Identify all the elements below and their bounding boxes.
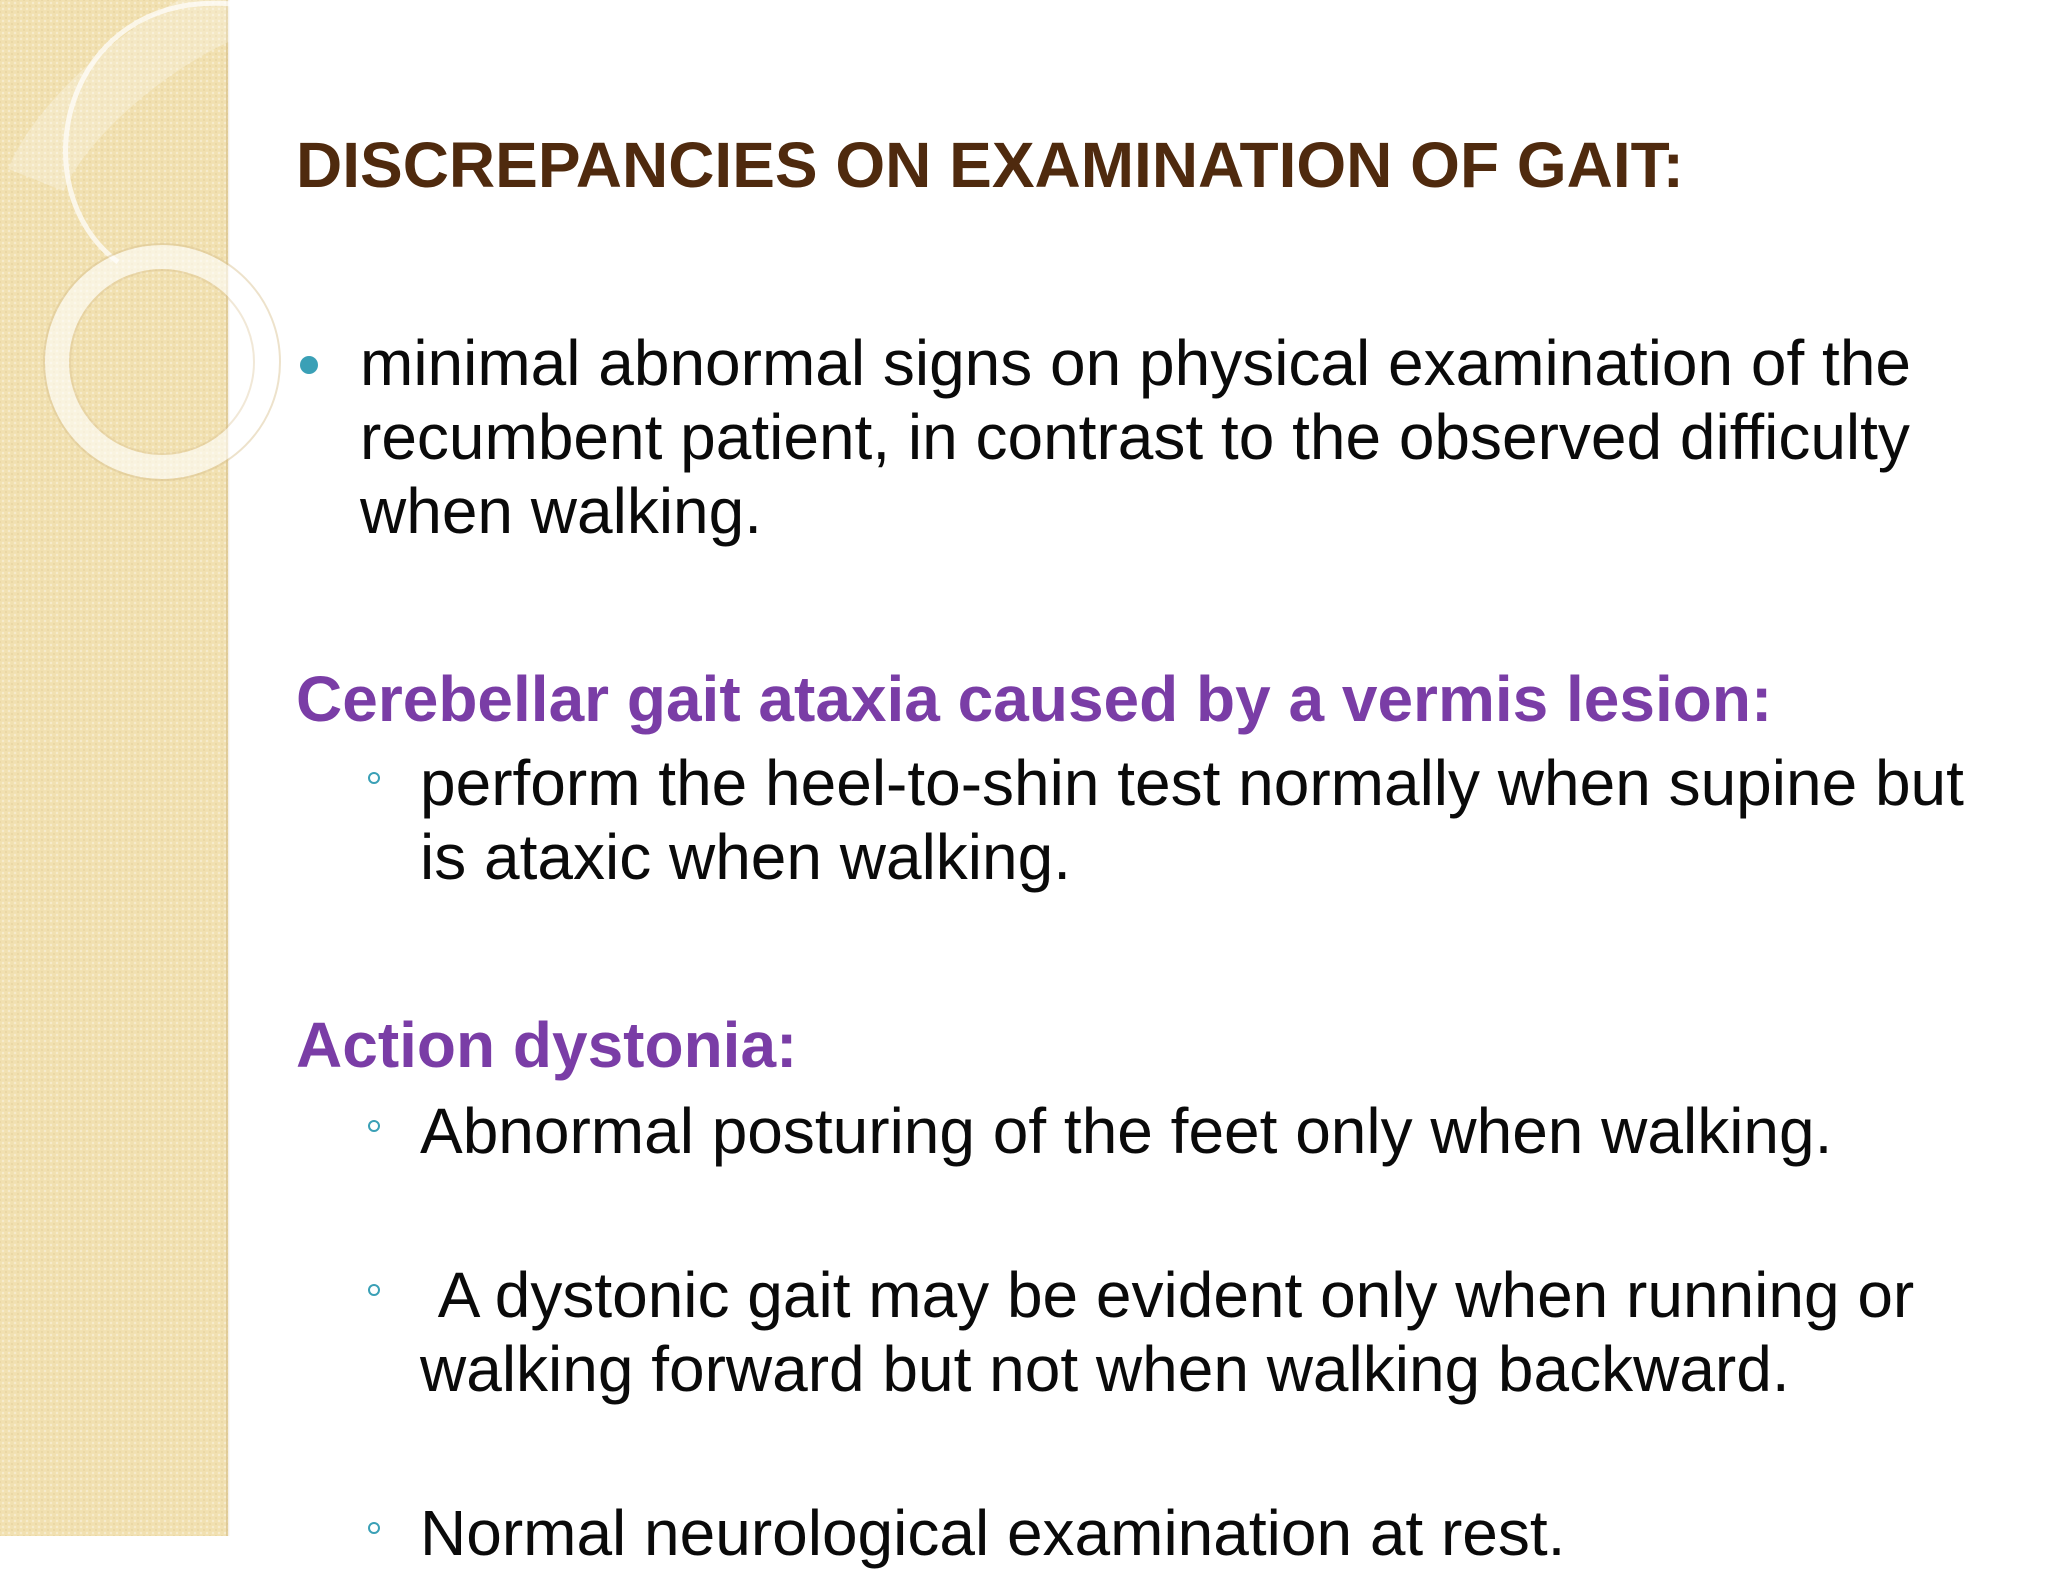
intro-bullet-text: minimal abnormal signs on physical examination of the recumbent patient, in contrast to the observed difficulty when walking. <box>360 327 1911 547</box>
sub-bullet-text: Normal neurological examination at rest. <box>420 1497 1566 1569</box>
intro-bullet <box>296 326 1956 548</box>
ring-bullet-icon <box>368 1522 380 1534</box>
sub-bullet-item <box>366 1496 1966 1570</box>
slide-title: DISCREPANCIES ON EXAMINATION OF GAIT: <box>296 129 1684 201</box>
section-heading-cerebellar: Cerebellar gait ataxia caused by a vermis lesion: <box>296 663 1773 735</box>
sub-bullet-text: Abnormal posturing of the feet only when walking. <box>420 1095 1833 1167</box>
section-heading-dystonia: Action dystonia: <box>296 1009 798 1081</box>
ring-bullet-icon <box>368 1284 380 1296</box>
bullet-dot-icon <box>300 356 318 374</box>
sub-bullet-text: A dystonic gait may be evident only when running or walking forward but not when walking backward. <box>420 1259 1932 1405</box>
decorative-rings <box>0 0 232 520</box>
slide-content <box>296 0 1996 1569</box>
sub-bullet-text: perform the heel-to-shin test normally when supine but is ataxic when walking. <box>420 747 1964 893</box>
sub-bullet-item <box>366 746 1966 894</box>
sub-bullet-item <box>366 1258 1966 1406</box>
ring-bullet-icon <box>368 772 380 784</box>
sub-bullet-item <box>366 1094 1966 1168</box>
ring-bullet-icon <box>368 1120 380 1132</box>
